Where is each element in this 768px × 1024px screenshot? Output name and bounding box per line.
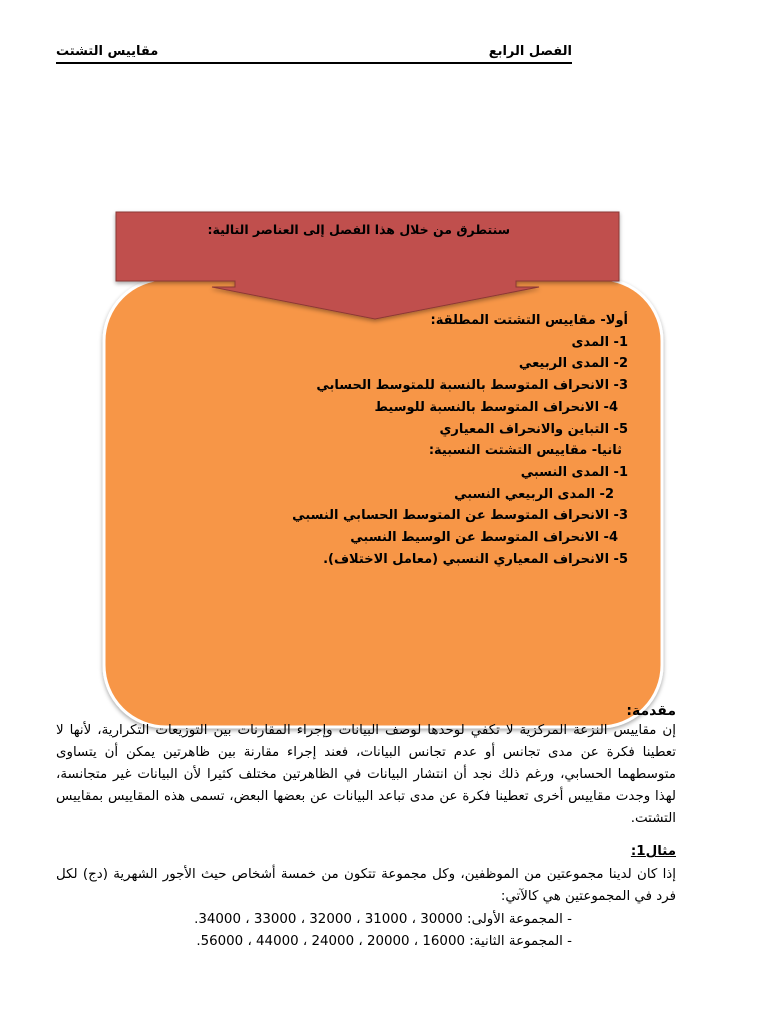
example-heading: مثال1: [630,844,676,859]
outline-item: 2- المدى الربيعي [518,356,628,372]
outline-item: 3- الانحراف المتوسط بالنسبة للمتوسط الحسابي [316,378,628,394]
outline-title: سنتطرق من خلال هذا الفصل إلى العناصر التالية: [207,222,510,237]
topic-title: مقاييس التشتت [56,44,159,59]
intro-heading: مقدمة: [626,703,676,719]
outline-item: 1- المدى [571,334,628,350]
outline-item: 5- التباين والانحراف المعياري [439,421,628,437]
example-paragraph: إذا كان لدينا مجموعتين من الموظفين، وكل مجموعة تتكون من خمسة أشخاص حيث الأجور الشهرية (دج) لكل فرد في المجموعتين هي كالآتي: [56,866,676,904]
outline-item: 5- الانحراف المعياري النسبي (معامل الاختلاف). [323,551,628,567]
chapter-title: الفصل الرابع [488,44,572,59]
example-group-1: - المجموعة الأولى: 30000 ، 31000 ، 32000 ، 33000 ، 34000. [194,911,572,927]
intro-section [56,702,676,830]
example-section [56,841,676,954]
outline-item: 2- المدى الربيعي النسبي [454,486,614,502]
intro-paragraph: إن مقاييس النزعة المركزية لا تكفي لوحدها لوصف البيانات وإجراء المقارنات بين التوزيعات التكرارية، لأنها لا تعطينا فكرة عن مدى تجانس أو عدم تجانس البيانات، فعند إجراء مقارنة بين ظاهرتين يمكن أن يتساوى متوسطهما الحسابي، ورغم ذلك نجد أن انتشار البيانات في الظاهرتين مختلف كثيرا لأن البيانات غير متجانسة، لهذا وجدت مقاييس أخرى تعطينا فكرة عن مدى تباعد البيانات عن بعضها البعض، تسمى هذه المقاييس بمقاييس التشتت. [56,723,676,826]
example-group-2: - المجموعة الثانية: 16000 ، 20000 ، 24000 ، 44000 ، 56000. [196,934,572,949]
outline-item: أولا- مقاييس التشتت المطلقة: [430,313,628,328]
outline-item: 1- المدى النسبي [520,464,628,480]
outline-item: 4- الانحراف المتوسط بالنسبة للوسيط [374,399,618,415]
outline-item: 3- الانحراف المتوسط عن المتوسط الحسابي النسبي [292,508,628,524]
outline-list [248,310,628,570]
outline-item: 4- الانحراف المتوسط عن الوسيط النسبي [350,530,618,546]
outline-item: ثانيا- مقاييس التشتت النسبية: [428,443,622,459]
